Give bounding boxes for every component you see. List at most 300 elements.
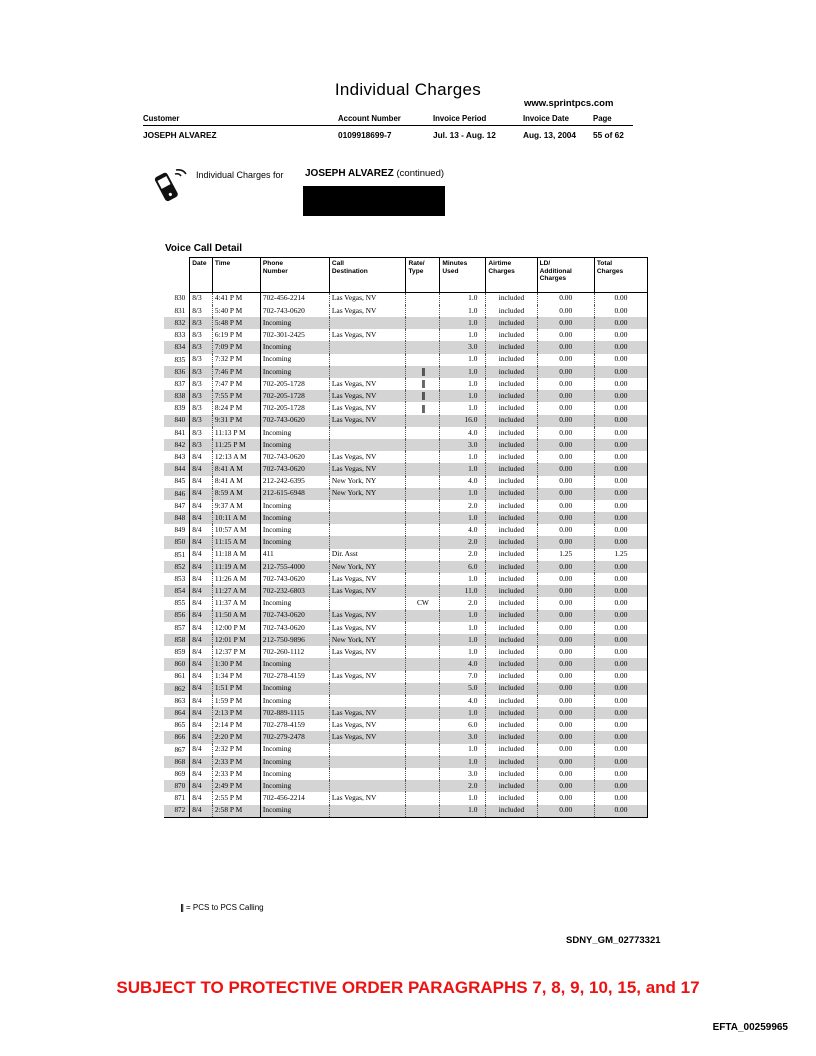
cell-phone-number: 702-743-0620 — [260, 451, 329, 463]
cell-call-destination: Las Vegas, NV — [329, 463, 406, 475]
cell-date: 8/4 — [190, 695, 213, 707]
cell-ld-additional-charges: 0.00 — [537, 536, 594, 548]
cell-date: 8/4 — [190, 549, 213, 561]
cell-phone-number: Incoming — [260, 683, 329, 695]
cell-total-charges: 0.00 — [594, 597, 647, 609]
cell-call-destination — [329, 695, 406, 707]
cell-airtime-charges: included — [486, 524, 537, 536]
cell-row-number: 846 — [164, 488, 190, 500]
subject-name-text: JOSEPH ALVAREZ — [305, 168, 394, 179]
cell-row-number: 832 — [164, 317, 190, 329]
cell-row-number: 840 — [164, 415, 190, 427]
cell-phone-number: 212-755-4000 — [260, 561, 329, 573]
cell-date: 8/4 — [190, 756, 213, 768]
cell-airtime-charges: included — [486, 573, 537, 585]
cell-rate-type — [406, 549, 440, 561]
cell-call-destination: Las Vegas, NV — [329, 585, 406, 597]
cell-rate-type — [406, 805, 440, 818]
cell-total-charges: 0.00 — [594, 463, 647, 475]
header-value-invoice-date: Aug. 13, 2004 — [523, 130, 577, 140]
cell-airtime-charges: included — [486, 476, 537, 488]
cell-ld-additional-charges: 0.00 — [537, 744, 594, 756]
column-header-phone-number: Phone Number — [260, 258, 329, 293]
cell-date: 8/4 — [190, 622, 213, 634]
efta-number: EFTA_00259965 — [712, 1022, 788, 1033]
cell-rate-type — [406, 341, 440, 353]
cell-call-destination — [329, 780, 406, 792]
cell-row-number: 859 — [174, 648, 186, 657]
column-header-ld-additional-charges: LD/ Additional Charges — [537, 258, 594, 293]
cell-rate-type — [406, 488, 440, 500]
cell-call-destination: Las Vegas, NV — [329, 792, 406, 804]
cell-date: 8/4 — [190, 683, 213, 695]
cell-rate-type — [406, 731, 440, 743]
cell-date: 8/4 — [190, 780, 213, 792]
cell-minutes-used: 1.0 — [440, 744, 486, 756]
cell-date: 8/3 — [190, 329, 213, 341]
cell-ld-additional-charges: 0.00 — [537, 354, 594, 366]
cell-airtime-charges: included — [486, 756, 537, 768]
cell-row-number: 842 — [164, 439, 190, 451]
cell-total-charges: 0.00 — [594, 744, 647, 756]
cell-minutes-used: 3.0 — [440, 731, 486, 743]
cell-time: 10:57 A M — [212, 524, 260, 536]
cell-airtime-charges: included — [486, 341, 537, 353]
cell-ld-additional-charges: 0.00 — [537, 646, 594, 658]
cell-ld-additional-charges: 0.00 — [537, 317, 594, 329]
cell-airtime-charges: included — [486, 549, 537, 561]
cell-call-destination: Las Vegas, NV — [329, 622, 406, 634]
cell-row-number: 843 — [174, 453, 186, 462]
table-row — [164, 402, 648, 414]
cell-minutes-used: 1.0 — [440, 805, 486, 818]
table-row — [164, 439, 648, 451]
cell-rate-type — [406, 366, 440, 378]
cell-total-charges: 0.00 — [594, 622, 647, 634]
cell-rate-type — [406, 561, 440, 573]
cell-call-destination: Las Vegas, NV — [329, 573, 406, 585]
cell-minutes-used: 6.0 — [440, 561, 486, 573]
cell-minutes-used: 1.0 — [440, 610, 486, 622]
cell-phone-number: Incoming — [260, 500, 329, 512]
cell-call-destination: Las Vegas, NV — [329, 378, 406, 390]
cell-ld-additional-charges: 0.00 — [537, 573, 594, 585]
cell-phone-number: 702-743-0620 — [260, 622, 329, 634]
table-row — [164, 500, 648, 512]
cell-minutes-used: 1.0 — [440, 488, 486, 500]
cell-airtime-charges: included — [486, 488, 537, 500]
cell-minutes-used: 3.0 — [440, 439, 486, 451]
cell-phone-number: 702-278-4159 — [260, 719, 329, 731]
cell-airtime-charges: included — [486, 439, 537, 451]
cell-ld-additional-charges: 0.00 — [537, 305, 594, 317]
cell-date: 8/4 — [190, 805, 213, 818]
cell-minutes-used: 1.0 — [440, 646, 486, 658]
mobile-phone-icon — [146, 165, 188, 207]
cell-row-number: 854 — [164, 585, 190, 597]
cell-airtime-charges: included — [486, 622, 537, 634]
cell-call-destination — [329, 524, 406, 536]
cell-time: 11:18 A M — [212, 549, 260, 561]
protective-order-notice: SUBJECT TO PROTECTIVE ORDER PARAGRAPHS 7, 8, 9, 10, 15, and 17 — [116, 978, 700, 997]
cell-ld-additional-charges: 0.00 — [537, 366, 594, 378]
header-label-account-number: Account Number — [338, 114, 401, 123]
cell-total-charges: 0.00 — [594, 805, 647, 818]
cell-time: 8:24 P M — [212, 402, 260, 414]
cell-phone-number: Incoming — [260, 317, 329, 329]
cell-time: 11:26 A M — [212, 573, 260, 585]
pcs-to-pcs-icon: ‖ — [180, 903, 183, 912]
cell-date: 8/4 — [190, 658, 213, 670]
cell-airtime-charges: included — [486, 634, 537, 646]
cell-time: 2:33 P M — [212, 756, 260, 768]
cell-minutes-used: 4.0 — [440, 658, 486, 670]
cell-total-charges: 0.00 — [594, 731, 647, 743]
cell-call-destination — [329, 756, 406, 768]
cell-date: 8/4 — [190, 646, 213, 658]
legend — [180, 903, 264, 912]
cell-airtime-charges: included — [486, 512, 537, 524]
cell-minutes-used: 1.0 — [440, 354, 486, 366]
cell-row-number: 855 — [174, 599, 186, 608]
cell-rate-type — [406, 707, 440, 719]
cell-phone-number: 702-743-0620 — [260, 415, 329, 427]
cell-ld-additional-charges: 0.00 — [537, 671, 594, 683]
cell-phone-number: Incoming — [260, 658, 329, 670]
cell-total-charges: 0.00 — [594, 695, 647, 707]
cell-call-destination — [329, 658, 406, 670]
cell-time: 9:37 A M — [212, 500, 260, 512]
table-row — [164, 415, 648, 427]
cell-time: 7:32 P M — [212, 354, 260, 366]
cell-call-destination: New York, NY — [329, 561, 406, 573]
cell-airtime-charges: included — [486, 744, 537, 756]
cell-date: 8/4 — [190, 524, 213, 536]
cell-rate-type — [406, 402, 440, 414]
cell-minutes-used: 4.0 — [440, 695, 486, 707]
table-row — [164, 744, 648, 756]
cell-airtime-charges: included — [486, 415, 537, 427]
cell-ld-additional-charges: 0.00 — [537, 780, 594, 792]
cell-minutes-used: 1.0 — [440, 390, 486, 402]
cell-airtime-charges: included — [486, 292, 537, 305]
cell-call-destination — [329, 500, 406, 512]
cell-airtime-charges: included — [486, 463, 537, 475]
cell-date: 8/3 — [190, 390, 213, 402]
table-row — [164, 524, 648, 536]
table-row — [164, 683, 648, 695]
cell-time: 4:41 P M — [212, 292, 260, 305]
cell-minutes-used: 1.0 — [440, 402, 486, 414]
cell-minutes-used: 3.0 — [440, 341, 486, 353]
cell-rate-type — [406, 500, 440, 512]
cell-date: 8/3 — [190, 427, 213, 439]
table-row — [164, 731, 648, 743]
cell-date: 8/4 — [190, 585, 213, 597]
cell-rate-type — [406, 768, 440, 780]
cell-phone-number: Incoming — [260, 524, 329, 536]
table-row — [164, 427, 648, 439]
cell-total-charges: 0.00 — [594, 292, 647, 305]
cell-airtime-charges: included — [486, 731, 537, 743]
cell-time: 5:40 P M — [212, 305, 260, 317]
cell-rate-type — [406, 683, 440, 695]
cell-phone-number: Incoming — [260, 366, 329, 378]
cell-minutes-used: 1.0 — [440, 463, 486, 475]
cell-total-charges: 0.00 — [594, 366, 647, 378]
cell-rate-type — [406, 719, 440, 731]
cell-time: 9:31 P M — [212, 415, 260, 427]
cell-row-number: 845 — [174, 477, 186, 486]
cell-call-destination — [329, 341, 406, 353]
header-label-invoice-period: Invoice Period — [433, 114, 487, 123]
cell-phone-number: Incoming — [260, 439, 329, 451]
cell-phone-number: Incoming — [260, 536, 329, 548]
cell-total-charges: 0.00 — [594, 536, 647, 548]
table-row — [164, 512, 648, 524]
cell-time: 2:14 P M — [212, 719, 260, 731]
cell-minutes-used: 1.0 — [440, 707, 486, 719]
cell-phone-number: 702-205-1728 — [260, 378, 329, 390]
cell-call-destination: Las Vegas, NV — [329, 305, 406, 317]
cell-date: 8/3 — [190, 292, 213, 305]
cell-minutes-used: 1.0 — [440, 305, 486, 317]
table-row — [164, 756, 648, 768]
cell-phone-number: Incoming — [260, 768, 329, 780]
bates-number: SDNY_GM_02773321 — [566, 935, 661, 946]
cell-ld-additional-charges: 0.00 — [537, 451, 594, 463]
cell-row-number: 862 — [164, 683, 190, 695]
cell-phone-number: 702-205-1728 — [260, 390, 329, 402]
table-row — [164, 805, 648, 818]
cell-minutes-used: 4.0 — [440, 427, 486, 439]
cell-rate-type — [406, 744, 440, 756]
cell-total-charges: 1.25 — [594, 549, 647, 561]
cell-ld-additional-charges: 0.00 — [537, 561, 594, 573]
cell-time: 1:34 P M — [212, 671, 260, 683]
header-value-account-number: 0109918699-7 — [338, 130, 392, 140]
cell-rate-type — [406, 524, 440, 536]
table-row — [164, 780, 648, 792]
cell-date: 8/3 — [190, 402, 213, 414]
table-row — [164, 305, 648, 317]
cell-rate-type — [406, 780, 440, 792]
cell-ld-additional-charges: 0.00 — [537, 488, 594, 500]
cell-total-charges: 0.00 — [594, 780, 647, 792]
table-row — [164, 671, 648, 683]
table-row — [164, 354, 648, 366]
table-row — [164, 561, 648, 573]
cell-total-charges: 0.00 — [594, 585, 647, 597]
cell-ld-additional-charges: 0.00 — [537, 597, 594, 609]
cell-time: 6:19 P M — [212, 329, 260, 341]
cell-ld-additional-charges: 0.00 — [537, 476, 594, 488]
cell-ld-additional-charges: 0.00 — [537, 500, 594, 512]
cell-minutes-used: 2.0 — [440, 597, 486, 609]
column-header-total-charges: Total Charges — [594, 258, 647, 293]
cell-ld-additional-charges: 0.00 — [537, 378, 594, 390]
cell-row-number: 849 — [174, 526, 186, 535]
cell-rate-type — [406, 536, 440, 548]
cell-total-charges: 0.00 — [594, 341, 647, 353]
cell-rate-type — [406, 646, 440, 658]
column-header-date: Date — [190, 258, 213, 293]
cell-time: 12:01 P M — [212, 634, 260, 646]
table-row — [164, 292, 648, 305]
column-header-airtime-charges: Airtime Charges — [486, 258, 537, 293]
cell-row-number: 847 — [174, 501, 186, 510]
cell-ld-additional-charges: 0.00 — [537, 439, 594, 451]
cell-time: 2:20 P M — [212, 731, 260, 743]
cell-ld-additional-charges: 0.00 — [537, 329, 594, 341]
cell-date: 8/4 — [190, 488, 213, 500]
cell-total-charges: 0.00 — [594, 634, 647, 646]
cell-total-charges: 0.00 — [594, 390, 647, 402]
cell-rate-type — [406, 451, 440, 463]
table-row — [164, 536, 648, 548]
cell-rate-type — [406, 427, 440, 439]
cell-airtime-charges: included — [486, 317, 537, 329]
cell-row-number: 871 — [174, 794, 186, 803]
cell-rate-type — [406, 354, 440, 366]
cell-call-destination: New York, NY — [329, 476, 406, 488]
cell-minutes-used: 1.0 — [440, 573, 486, 585]
cell-minutes-used: 4.0 — [440, 524, 486, 536]
table-row — [164, 597, 648, 609]
header-value-customer: JOSEPH ALVAREZ — [143, 130, 217, 140]
cell-rate-type — [406, 792, 440, 804]
table-row — [164, 634, 648, 646]
cell-phone-number: 702-205-1728 — [260, 402, 329, 414]
cell-total-charges: 0.00 — [594, 476, 647, 488]
cell-airtime-charges: included — [486, 792, 537, 804]
table-row — [164, 658, 648, 670]
cell-airtime-charges: included — [486, 671, 537, 683]
cell-rate-type — [406, 292, 440, 305]
cell-minutes-used: 16.0 — [440, 415, 486, 427]
cell-phone-number: Incoming — [260, 427, 329, 439]
cell-rate-type — [406, 610, 440, 622]
cell-time: 7:09 P M — [212, 341, 260, 353]
cell-total-charges: 0.00 — [594, 402, 647, 414]
cell-phone-number: Incoming — [260, 512, 329, 524]
cell-rate-type — [406, 415, 440, 427]
cell-date: 8/4 — [190, 671, 213, 683]
cell-ld-additional-charges: 0.00 — [537, 695, 594, 707]
cell-date: 8/4 — [190, 610, 213, 622]
cell-total-charges: 0.00 — [594, 561, 647, 573]
cell-phone-number: Incoming — [260, 695, 329, 707]
cell-rate-type — [406, 317, 440, 329]
cell-phone-number: 702-301-2425 — [260, 329, 329, 341]
website-url: www.sprintpcs.com — [524, 98, 614, 109]
cell-date: 8/4 — [190, 768, 213, 780]
cell-rate-type: CW — [406, 597, 440, 609]
cell-airtime-charges: included — [486, 707, 537, 719]
cell-total-charges: 0.00 — [594, 768, 647, 780]
cell-row-number: 865 — [174, 721, 186, 730]
cell-date: 8/4 — [190, 451, 213, 463]
cell-call-destination — [329, 427, 406, 439]
cell-phone-number: Incoming — [260, 597, 329, 609]
cell-time: 11:37 A M — [212, 597, 260, 609]
cell-ld-additional-charges: 0.00 — [537, 292, 594, 305]
table-row — [164, 476, 648, 488]
cell-airtime-charges: included — [486, 805, 537, 818]
table-row — [164, 366, 648, 378]
cell-total-charges: 0.00 — [594, 658, 647, 670]
cell-minutes-used: 1.0 — [440, 317, 486, 329]
cell-rate-type — [406, 671, 440, 683]
cell-time: 2:55 P M — [212, 792, 260, 804]
cell-time: 11:27 A M — [212, 585, 260, 597]
cell-ld-additional-charges: 0.00 — [537, 658, 594, 670]
cell-time: 12:00 P M — [212, 622, 260, 634]
cell-rate-type — [406, 622, 440, 634]
cell-airtime-charges: included — [486, 646, 537, 658]
cell-total-charges: 0.00 — [594, 573, 647, 585]
cell-row-number: 857 — [174, 623, 186, 632]
cell-ld-additional-charges: 0.00 — [537, 390, 594, 402]
cell-phone-number: 702-278-4159 — [260, 671, 329, 683]
cell-date: 8/4 — [190, 476, 213, 488]
table-row — [164, 573, 648, 585]
cell-date: 8/3 — [190, 317, 213, 329]
table-row — [164, 719, 648, 731]
column-header-minutes-used: Minutes Used — [440, 258, 486, 293]
cell-phone-number: Incoming — [260, 756, 329, 768]
cell-airtime-charges: included — [486, 390, 537, 402]
cell-total-charges: 0.00 — [594, 756, 647, 768]
cell-call-destination: Las Vegas, NV — [329, 671, 406, 683]
cell-time: 10:11 A M — [212, 512, 260, 524]
cell-ld-additional-charges: 0.00 — [537, 512, 594, 524]
cell-date: 8/4 — [190, 792, 213, 804]
cell-ld-additional-charges: 0.00 — [537, 683, 594, 695]
cell-phone-number: 212-750-9896 — [260, 634, 329, 646]
table-row — [164, 610, 648, 622]
section-title: Voice Call Detail — [165, 243, 243, 254]
cell-airtime-charges: included — [486, 768, 537, 780]
cell-time: 5:48 P M — [212, 317, 260, 329]
cell-row-number: 841 — [174, 428, 186, 437]
cell-row-number: 851 — [174, 550, 186, 559]
cell-row-number: 836 — [164, 366, 190, 378]
cell-minutes-used: 1.0 — [440, 622, 486, 634]
cell-minutes-used: 2.0 — [440, 536, 486, 548]
column-header-call-destination: Call Destination — [329, 258, 406, 293]
cell-total-charges: 0.00 — [594, 646, 647, 658]
table-row — [164, 341, 648, 353]
cell-rate-type — [406, 329, 440, 341]
cell-call-destination: Dir. Asst — [329, 549, 406, 561]
cell-row-number: 858 — [164, 634, 190, 646]
cell-total-charges: 0.00 — [594, 378, 647, 390]
cell-row-number: 830 — [174, 294, 186, 303]
column-header-rate-type: Rate/ Type — [406, 258, 440, 293]
cell-time: 11:15 A M — [212, 536, 260, 548]
cell-call-destination — [329, 366, 406, 378]
cell-date: 8/3 — [190, 305, 213, 317]
cell-airtime-charges: included — [486, 329, 537, 341]
cell-rate-type — [406, 756, 440, 768]
legend-text: = PCS to PCS Calling — [186, 903, 264, 912]
cell-row-number: 864 — [164, 707, 190, 719]
cell-phone-number: 411 — [260, 549, 329, 561]
cell-call-destination: New York, NY — [329, 488, 406, 500]
cell-date: 8/3 — [190, 415, 213, 427]
cell-date: 8/3 — [190, 378, 213, 390]
